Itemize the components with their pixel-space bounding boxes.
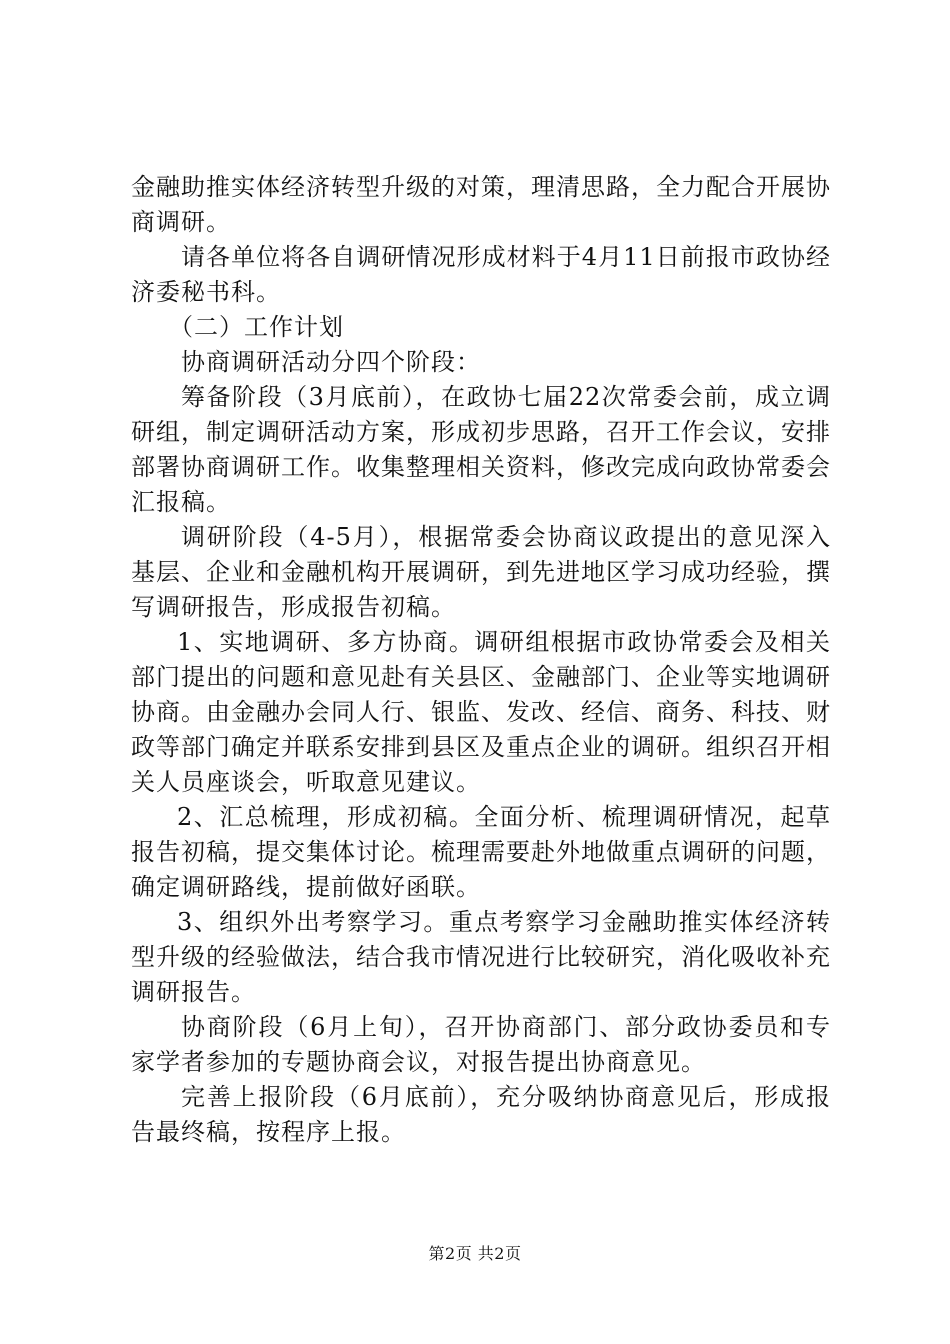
paragraph-stages-intro: 协商调研活动分四个阶段： [181,348,481,376]
section-heading-work-plan: （二）工作计划 [169,313,344,341]
paragraph-preparation-stage: 筹备阶段（3月底前），在政协七届22次常委会前，成立调研组，制定调研活动方案，形成初步思路，召开工作会议，安排部署协商调研工作。收集整理相关资料，修改完成向政协常委会汇报稿。 [131,383,831,516]
paragraph-consultation-stage: 协商阶段（6月上旬），召开协商部门、部分政协委员和专家学者参加的专题协商会议，对报告提出协商意见。 [131,1013,831,1076]
document-body [131,170,831,1150]
paragraph-item-1: 1、实地调研、多方协商。调研组根据市政协常委会及相关部门提出的问题和意见赴有关县区、金融部门、企业等实地调研协商。由金融办会同人行、银监、发改、经信、商务、科技、财政等部门确定并联系安排到县区及重点企业的调研。组织召开相关人员座谈会，听取意见建议。 [131,628,831,796]
paragraph-reporting-stage: 完善上报阶段（6月底前），充分吸纳协商意见后，形成报告最终稿，按程序上报。 [131,1083,831,1146]
paragraph-continuation: 金融助推实体经济转型升级的对策，理清思路，全力配合开展协商调研。 [131,173,831,236]
paragraph-item-2: 2、汇总梳理，形成初稿。全面分析、梳理调研情况，起草报告初稿，提交集体讨论。梳理需要赴外地做重点调研的问题，确定调研路线，提前做好函联。 [131,803,831,901]
paragraph-submission-notice: 请各单位将各自调研情况形成材料于4月11日前报市政协经济委秘书科。 [131,243,831,306]
paragraph-item-3: 3、组织外出考察学习。重点考察学习金融助推实体经济转型升级的经验做法，结合我市情况进行比较研究，消化吸收补充调研报告。 [131,908,831,1006]
page-number-footer: 第2页 共2页 [428,1244,522,1263]
paragraph-research-stage: 调研阶段（4-5月），根据常委会协商议政提出的意见深入基层、企业和金融机构开展调研，到先进地区学习成功经验，撰写调研报告，形成报告初稿。 [131,523,831,621]
